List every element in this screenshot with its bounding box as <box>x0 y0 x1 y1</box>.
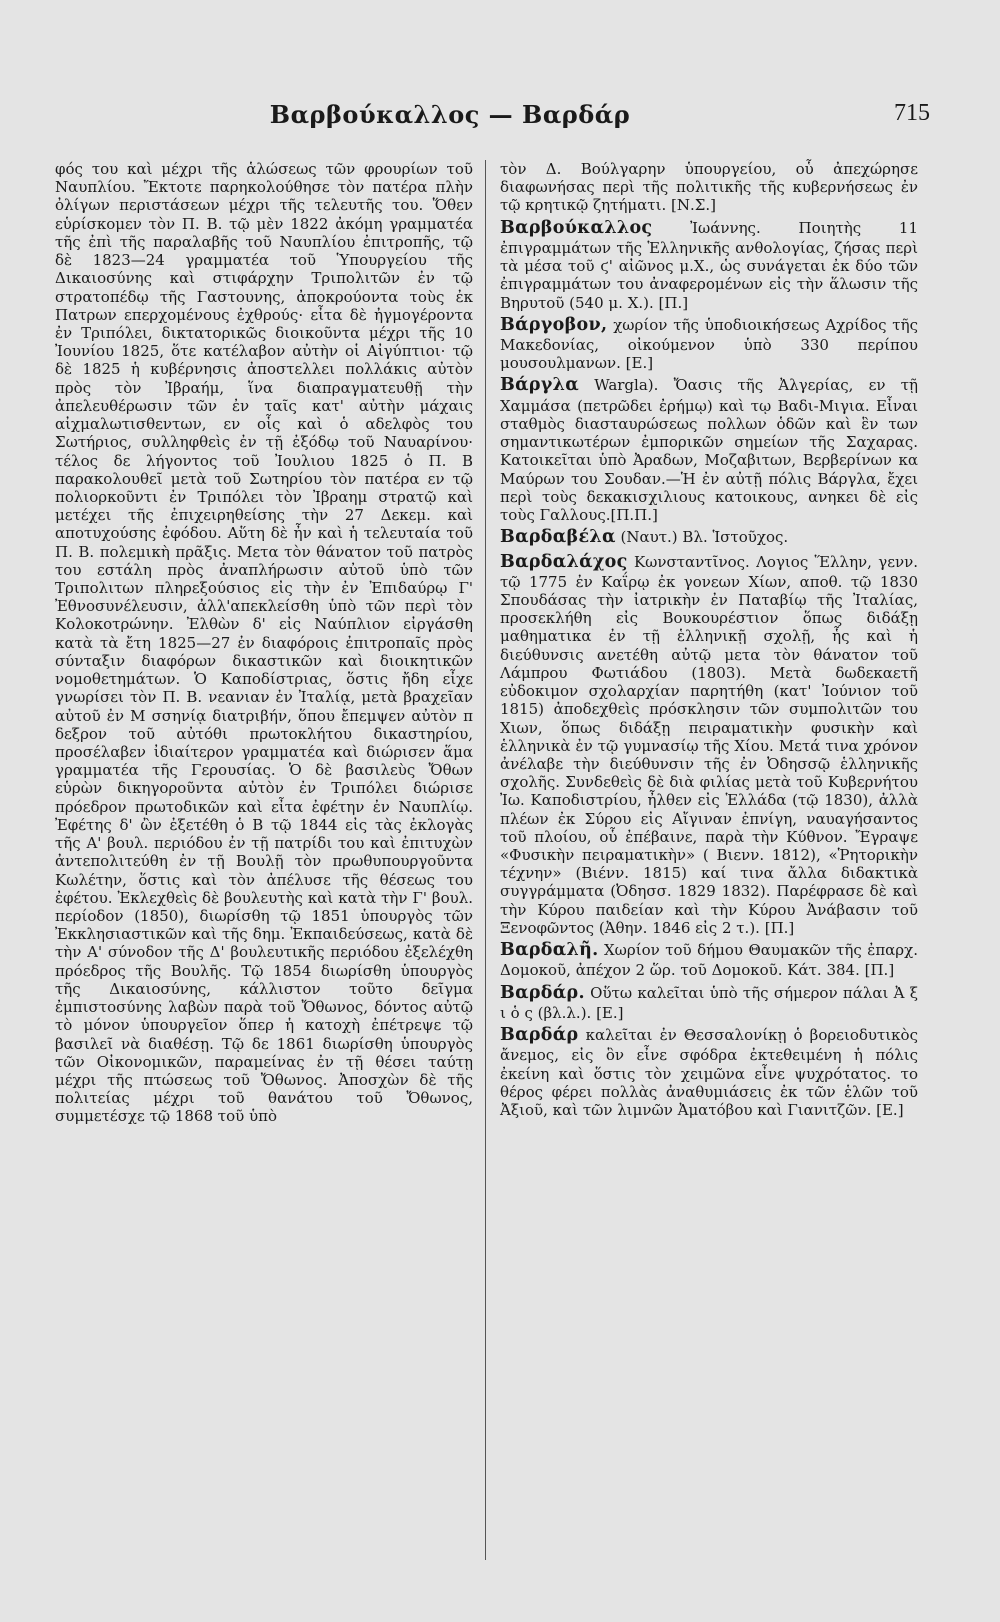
entry-vargovon <box>500 315 918 373</box>
entry-headword: Βαρβούκαλλος <box>500 217 653 238</box>
running-head <box>0 100 1000 140</box>
entry-vargla <box>500 375 918 524</box>
entry-text: χωρίον τῆς ὑποδιοικήσεως Αχρίδος τῆς Μακεδονίας, οἰκούμενον ὑπὸ 330 περίπου μουσουλμανων. [Ε.] <box>500 315 918 373</box>
entry-continuation <box>500 160 918 215</box>
entry-text: τὸν Δ. Βούλγαρην ὑπουργείου, οὗ ἀπεχώρησε διαφωνήσας περὶ τῆς πολιτικῆς τῆς κυβερνήσεως ἐν τῷ κρητικῷ ζητήματι. [Ν.Σ.] <box>500 160 918 215</box>
entry-text: Wargla). Ὄασις τῆς Ἀλγερίας, εν τῇ Χαμμάσα (πετρῶδει ἐρήμῳ) καὶ τῳ Βαδι-Μιγια. Εἶναι σταθμὸς διασταυρώσεως πολλων ὁδῶν καὶ ἓν των σημαντικωτέρων ἐμπορικῶν σημείων τῆς Σαχαρας. Κατοικεῖται ὑπὸ Ἀραδων, Μοζαβιτων, Βερβερίνων κα Μαύρων του Σουδαν.—Ἡ ἐν αὐτῇ πόλις Βάργλα, ἔχει περὶ τοὺς δεκακισχιλιους κατοικους, ανηκει δὲ εἰς τοὺς Γαλλους.[Π.Π.] <box>500 376 918 525</box>
left-column <box>55 160 473 1126</box>
entry-headword: Βαρδαβέλα <box>500 527 616 548</box>
entry-vardali <box>500 940 918 979</box>
entry-headword: Βαρδάρ. <box>500 982 585 1003</box>
entry-vardar-river <box>500 983 918 1022</box>
entry-vardar-wind <box>500 1025 918 1119</box>
column-divider <box>485 160 486 1560</box>
right-column <box>500 160 918 1119</box>
entry-text: καλεῖται ἐν Θεσσαλονίκῃ ὁ βορειοδυτικὸς ἄνεμος, εἰς ὃν εἶνε σφόδρα ἐκτεθειμένη ἡ πόλις ἐκείνη καὶ ὅστις τὸν χειμῶνα εἶνε ψυχρότατος. το θέρος φέρει πολλὰς ἀναθυμιάσεις ἐκ τῶν ἑλῶν τοῦ Ἀξιοῦ, καὶ τῶν λιμνῶν Ἀματόβου καὶ Γιανιτζῶν. [Ε.] <box>500 1026 918 1119</box>
entry-text: Ἰωάννης. Ποιητὴς 11 ἐπιγραμμάτων τῆς Ἑλληνικῆς ανθολογίας, ζήσας περὶ τὰ μέσα τοῦ ϛ' αἰῶνος μ.Χ., ὡς συνάγεται ἐκ δύο τῶν ἐπιγραμμάτων του ἀναφερομένων εἰς τὴν ἅλωσιν τῆς Βηρυτοῦ (540 μ. Χ.). [Π.] <box>500 218 918 312</box>
entry-barvoukallos <box>500 218 918 312</box>
entry-text: (Ναυτ.) Βλ. Ἱστοῦχος. <box>620 528 789 547</box>
entry-text: Οὕτω καλεῖται ὑπὸ τῆς σήμερον πάλαι Ἀ ξ ι ὁ ς (βλ.λ.). [Ε.] <box>500 983 918 1022</box>
entry-text: Χωρίον τοῦ δήμου Θαυμακῶν τῆς ἐπαρχ. Δομοκοῦ, ἀπέχον 2 ὥρ. τοῦ Δομοκοῦ. Κάτ. 384. [Π.] <box>500 941 918 980</box>
page-number: 715 <box>894 100 930 126</box>
entry-headword: Βάργλα <box>500 375 579 396</box>
left-column-text: φός του καὶ μέχρι τῆς ἁλώσεως τῶν φρουρίων τοῦ Ναυπλίου. Ἔκτοτε παρηκολούθησε τὸν πατέρα πλὴν ὀλίγων περιστάσεων μέχρι τῆς τελευτῆς του. Ὅθεν εὑρίσκομεν τὸν Π. Β. τῷ μὲν 1822 ἀκόμη γραμματέα τῆς ἐπὶ τῆς παραλαβῆς τοῦ Ναυπλίου ἐπιτροπῆς, τῷ δὲ 1823—24 γραμματέα τοῦ Ὑπουργείου τῆς Δικαιοσύνης καὶ στιφάρχην Τριπολιτῶν ἐν τῷ στρατοπέδῳ τῆς Γαστουνης, ἀποκρούοντα τοὺς ἐκ Πατρων επερχομένους ἐχθρούς· εἶτα δὲ ἠγμογέροντα ἐν Τριπόλει, δικτατορικῶς διοικοῦντα μέχρι τῆς 10 Ἰουνίου 1825, ὅτε κατέλαβον αὐτὴν οἱ Αἰγύπτιοι· τῷ δὲ 1825 ἡ κυβέρνησις ἀποστελλει πολλάκις αὐτὸν πρὸς τὸν Ἰβραήμ, ἵνα διαπραγματευθῇ τὴν ἀπελευθέρωσιν τῶν ἐν ταῖς κατ' αὐτὴν μάχαις αἰχμαλωτισθεντων, εν οἷς καὶ ὁ αδελφὸς του Σωτήριος, συλληφθεὶς ἐν τῇ ἐξόδῳ τοῦ Ναυαρίνου· τέλος δε λήγοντος τοῦ Ἰουλιου 1825 ὁ Π. Β παρακολουθεῖ μετὰ τοῦ Σωτηρίου τὸν πατέρα εν τῷ πολιορκοῦντι ἐν Τριπόλει τὸν Ἰβραημ στρατῷ καὶ μετέχει τῆς ἐπιχειρηθείσης τὴν 27 Δεκεμ. καὶ αποτυχούσης ἐφόδου. Αὕτη δὲ ἦν καὶ ἡ τελευταία τοῦ Π. Β. πολεμικὴ πρᾶξις. Μετα τὸν θάνατον τοῦ πατρὸς του εστάλη πρὸς ἀναπλήρωσιν αὐτοῦ ὑπὸ τῶν Τριπολιτων πληρεξούσιος εἰς τὴν ἐν Ἐπιδαύρῳ Γ' Ἐθνοσυνέλευσιν, ἀλλ'απεκλείσθη ὑπὸ τῶν περὶ τὸν Κολοκοτρώνην. Ἐλθὼν δ' εἰς Ναύπλιον εἰργάσθη κατὰ τὰ ἔτη 1825—27 ἐν διαφόροις ἐπιτροπαῖς πρὸς σύνταξιν διαφόρων δικαστικῶν καὶ διοικητικῶν νομοθετημάτων. Ὁ Καποδίστριας, ὅστις ἤδη εἶχε γνωρίσει τὸν Π. Β. νεανιαν ἐν Ἰταλίᾳ, μετὰ βραχεῖαν αὐτοῦ ἐν Μ σσηνίᾳ διατριβήν, ὅπου ἔπεμψεν αὐτὸν π δεξρον τοῦ αὐτόθι πρωτοκλήτου δικαστηρίου, προσέλαβεν ἰδιαίτερον γραμματέα καὶ διώρισεν ἅμα γραμματέα τῆς Γερουσίας. Ὁ δὲ βασιλεὺς Ὄθων εὑρὼν δικηγοροῦντα αὐτὸν ἐν Τριπόλει διώρισε πρόεδρον πρωτοδικῶν καὶ εἶτα ἐφέτην ἐν Ναυπλίῳ. Ἐφέτης δ' ὢν ἐξετέθη ὁ Β τῷ 1844 εἰς τὰς ἐκλογὰς τῆς Α' βουλ. περιόδου ἐν τῇ πατρίδι του καὶ ἐπιτυχὼν ἀντεπολιτεύθη ἐν τῇ Βουλῇ τὸν πρωθυπουργοῦντα Κωλέτην, ὅστις καὶ τὸν ἀπέλυσε τῆς θέσεως του ἐφέτου. Ἐκλεχθεὶς δὲ βουλευτὴς καὶ κατὰ τὴν Γ' βουλ. περίοδον (1850), διωρίσθη τῷ 1851 ὑπουργὸς τῶν Ἐκκλησιαστικῶν καὶ τῆς δημ. Ἐκπαιδεύσεως, κατὰ δὲ τὴν Α' σύνοδον τῆς Δ' βουλευτικῆς περιόδου ἐξελέχθη πρόεδρος τῆς Βουλῆς. Τῷ 1854 διωρίσθη ὑπουργὸς τῆς Δικαιοσύνης, κάλλιστον τοῦτο δεῖγμα ἐμπιστοσύνης λαβὼν παρὰ τοῦ Ὄθωνος, δόντος αὐτῷ τὸ μόνον ὑπουργεῖον ὅπερ ἡ κατοχὴ ἐπέτρεψε τῷ βασιλεῖ νὰ διαθέσῃ. Τῷ δε 1861 διωρίσθη ὑπουργὸς τῶν Οἰκονομικῶν, παραμείνας ἐν τῇ θέσει ταύτῃ μέχρι τῆς πτώσεως τοῦ Ὄθωνος. Ἀποσχὼν δὲ τῆς πολιτείας μέχρι τοῦ θανάτου τοῦ Ὄθωνος, συμμετέσχε τῷ 1868 τοῦ ὑπὸ <box>55 160 473 1126</box>
entry-headword: Βαρδαλῆ. <box>500 940 599 961</box>
entry-headword: Βάργοβον, <box>500 314 608 335</box>
entry-vardalachos <box>500 552 918 938</box>
entry-text: Κωνσταντῖνος. Λογιος Ἕλλην, γενν. τῷ 1775 ἐν Καΐρῳ ἐκ γονεων Χίων, αποθ. τῷ 1830 Σπουδάσας τὴν ἰατρικὴν ἐν Παταβίῳ τῆς Ἰταλίας, προσεκλήθη εἰς Βουκουρέστιον ὅπως διδάξῃ μαθηματικα ἐν τῇ ἑλληνικῇ σχολῇ, ἧς καὶ ἡ διεύθυνσις ανετέθη αὐτῷ μετα τὸν θάνατον τοῦ Λάμπρου Φωτιάδου (1803). Μετὰ δωδεκαετῆ εὐδοκιμον σχολαρχίαν παρητήθη (κατ' Ἰούνιον τοῦ 1815) ἀποδεχθεὶς πρόσκλησιν τῶν συμπολιτῶν του Χιων, ὅπως διδάξῃ πειραματικὴν φυσικὴν καὶ ἑλληνικὰ ἐν τῷ γυμνασίῳ τῆς Χίου. Μετά τινα χρόνον ἀνέλαβε τὴν διεύθυνσιν τῆς ἐν Ὀδησσῷ ἑλληνικῆς σχολῆς. Συνδεθεὶς δὲ διὰ φιλίας μετὰ τοῦ Κυβερνήτου Ἰω. Καποδιστρίου, ἦλθεν εἰς Ἑλλάδα (τῷ 1830), ἀλλὰ πλέων ἐκ Σύρου εἰς Αἴγιναν ἐπνίγη, ναυαγήσαντος τοῦ πλοίου, οὗ ἐπέβαινε, παρὰ τὴν Κύθνον. Ἔγραψε «Φυσικὴν πειραματικὴν» ( Βιενν. 1812), «Ῥητορικὴν τέχνην» (Βιένν. 1815) καί τινα ἄλλα διδακτικὰ συγγράμματα (Ὀδησσ. 1829 1832). Παρέφρασε δὲ καὶ τὴν Κύρου παιδείαν καὶ τὴν Κύρου Ἀνάβασιν τοῦ Ξενοφῶντος (Ἀθην. 1846 εἰς 2 τ.). [Π.] <box>500 552 918 937</box>
entry-headword: Βαρδαλάχος <box>500 551 628 572</box>
entry-headword: Βαρδάρ <box>500 1025 579 1046</box>
running-title: Βαρβούκαλλος — Βαρδάρ <box>269 100 631 129</box>
entry-vardavela <box>500 527 918 548</box>
